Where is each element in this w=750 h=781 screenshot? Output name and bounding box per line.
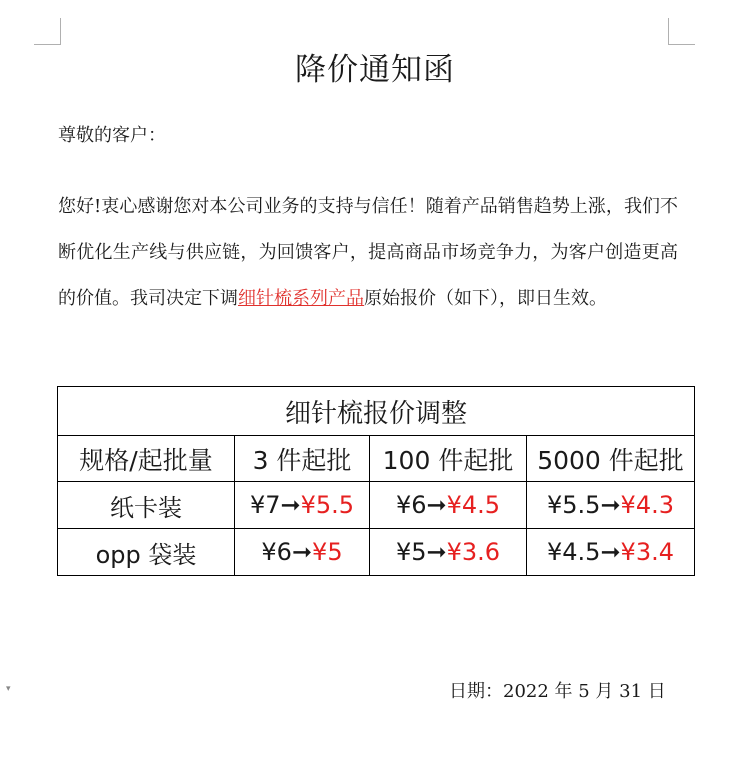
price-cell xyxy=(235,529,370,576)
price-cell xyxy=(527,529,695,576)
arrow-icon: ➞ xyxy=(291,538,313,566)
margin-marker-icon: ▾ xyxy=(6,684,11,694)
price-adjustment-table xyxy=(57,386,695,576)
document-title: 降价通知函 xyxy=(295,52,455,88)
price-cell xyxy=(527,482,695,529)
header-spec-quantity: 规格/起批量 xyxy=(58,436,235,482)
greeting: 尊敬的客户： xyxy=(58,125,166,146)
header-5000-pieces: 5000 件起批 xyxy=(527,436,695,482)
body-paragraph xyxy=(58,184,678,322)
arrow-icon: ➞ xyxy=(426,491,447,519)
row-label-card-pack: 纸卡装 xyxy=(58,482,235,529)
header-3-pieces: 3 件起批 xyxy=(235,436,370,482)
arrow-icon: ➞ xyxy=(280,491,301,519)
new-price: ¥4.5 xyxy=(446,491,501,519)
table-title: 细针梳报价调整 xyxy=(58,387,695,436)
document-date: 日期：2022 年 5 月 31 日 xyxy=(449,681,666,702)
new-price: ¥3.6 xyxy=(446,538,501,566)
new-price: ¥4.3 xyxy=(620,491,674,519)
page-corner-mark-left xyxy=(34,18,61,45)
new-price: ¥3.4 xyxy=(620,538,674,566)
old-price: ¥5 xyxy=(395,538,427,566)
old-price: ¥4.5 xyxy=(547,538,601,566)
price-cell xyxy=(370,482,527,529)
old-price: ¥5.5 xyxy=(547,491,601,519)
table-row xyxy=(58,482,695,529)
new-price: ¥5.5 xyxy=(300,491,355,519)
header-100-pieces: 100 件起批 xyxy=(370,436,527,482)
arrow-icon: ➞ xyxy=(600,491,621,519)
paragraph-text-before: 您好!衷心感谢您对本公司业务的支持与信任！随着产品销售趋势上涨，我们不断优化生产线与供应链，为回馈客户，提高商品市场竞争力，为客户创造更高的价值。我司决定下调 xyxy=(58,196,678,309)
old-price: ¥6 xyxy=(395,491,427,519)
product-link[interactable]: 细针梳系列产品 xyxy=(238,288,364,309)
arrow-icon: ➞ xyxy=(600,538,621,566)
new-price: ¥5 xyxy=(312,538,343,566)
page-corner-mark-right xyxy=(668,18,695,45)
arrow-icon: ➞ xyxy=(426,538,447,566)
old-price: ¥7 xyxy=(249,491,281,519)
row-label-opp-bag: opp 袋装 xyxy=(58,529,235,576)
price-cell xyxy=(235,482,370,529)
old-price: ¥6 xyxy=(261,538,292,566)
paragraph-text-after: 原始报价（如下），即日生效。 xyxy=(364,288,607,309)
price-cell xyxy=(370,529,527,576)
table-row xyxy=(58,529,695,576)
